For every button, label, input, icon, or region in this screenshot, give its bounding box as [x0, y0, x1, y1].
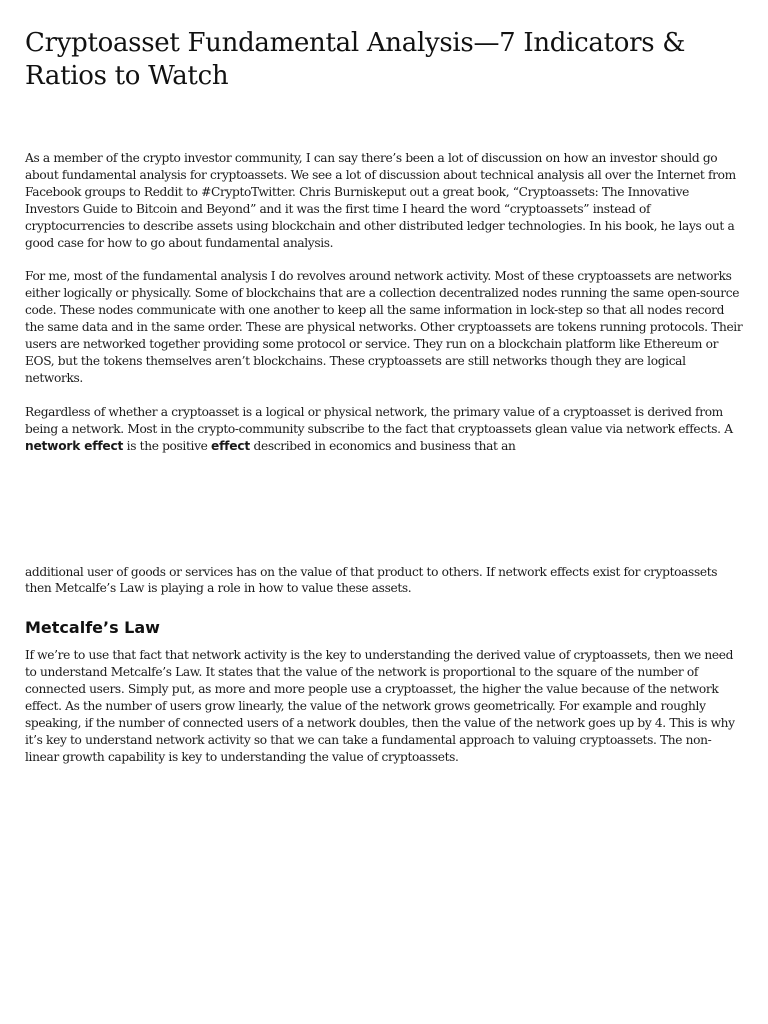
paragraph-network-effects [25, 404, 743, 455]
article [25, 0, 743, 766]
paragraph-text: is the positive [123, 438, 211, 453]
paragraph-intro: As a member of the crypto investor community, I can say there’s been a lot of discussion on how an investor should go about fundamental analysis for cryptoassets. We see a lot of discussion about technical analysis all over the Internet from Facebook groups to Reddit to #CryptoTwitter. Chris Burniskeput out a great book, “Cryptoassets: The Innovative Investors Guide to Bitcoin and Beyond” and it was the first time I heard the word “cryptoassets” instead of cryptocurrencies to describe assets using blockchain and other distributed ledger technologies. In his book, he lays out a good case for how to go about fundamental analysis. [25, 151, 736, 250]
paragraph-metcalfes-law: If we’re to use that fact that network activity is the key to understanding the derived value of cryptoassets, then we need to understand Metcalfe’s Law. It states that the value of the network is proportional to the square of the number of connected users. Simply put, as more and more people use a cryptoasset, the higher the value because of the network effect. As the number of users grow linearly, the value of the network grows geometrically. For example and roughly speaking, if the number of connected users of a network doubles, then the value of the network goes up by 4. This is why it’s key to understand network activity so that we can take a fundamental approach to valuing cryptoassets. The non-linear growth capability is key to understanding the value of cryptoassets. [25, 648, 735, 764]
bold-term-effect: effect [211, 438, 250, 453]
bold-term-network-effect: network effect [25, 438, 124, 453]
paragraph-text: Regardless of whether a cryptoasset is a logical or physical network, the primary value of a cryptoasset is derived from being a network. Most in the crypto-community subscribe to the fact that cryptoassets glean value via network effects. A [25, 404, 733, 436]
section-heading-metcalfes-law: Metcalfe’s Law [25, 618, 160, 638]
paragraph-text: described in economics and business that an [250, 438, 516, 453]
paragraph-network-activity: For me, most of the fundamental analysis I do revolves around network activity. Most of these cryptoassets are networks either logically or physically. Some of blockchains that are a collection decentralized nodes running the same open-source code. These nodes communicate with one another to keep all the same information in lock-step so that all nodes record the same data and in the same order. These are physical networks. Other cryptoassets are tokens running protocols. Their users are networked together providing some protocol or service. They run on a blockchain platform like Ethereum or EOS, but the tokens themselves aren’t blockchains. These cryptoassets are still networks though they are logical networks. [25, 269, 743, 385]
paragraph-network-effects-continued: additional user of goods or services has on the value of that product to others. If network effects exist for cryptoassets then Metcalfe’s Law is playing a role in how to value these assets. [25, 564, 718, 596]
article-title: Cryptoasset Fundamental Analysis—7 Indicators & Ratios to Watch [25, 28, 686, 91]
